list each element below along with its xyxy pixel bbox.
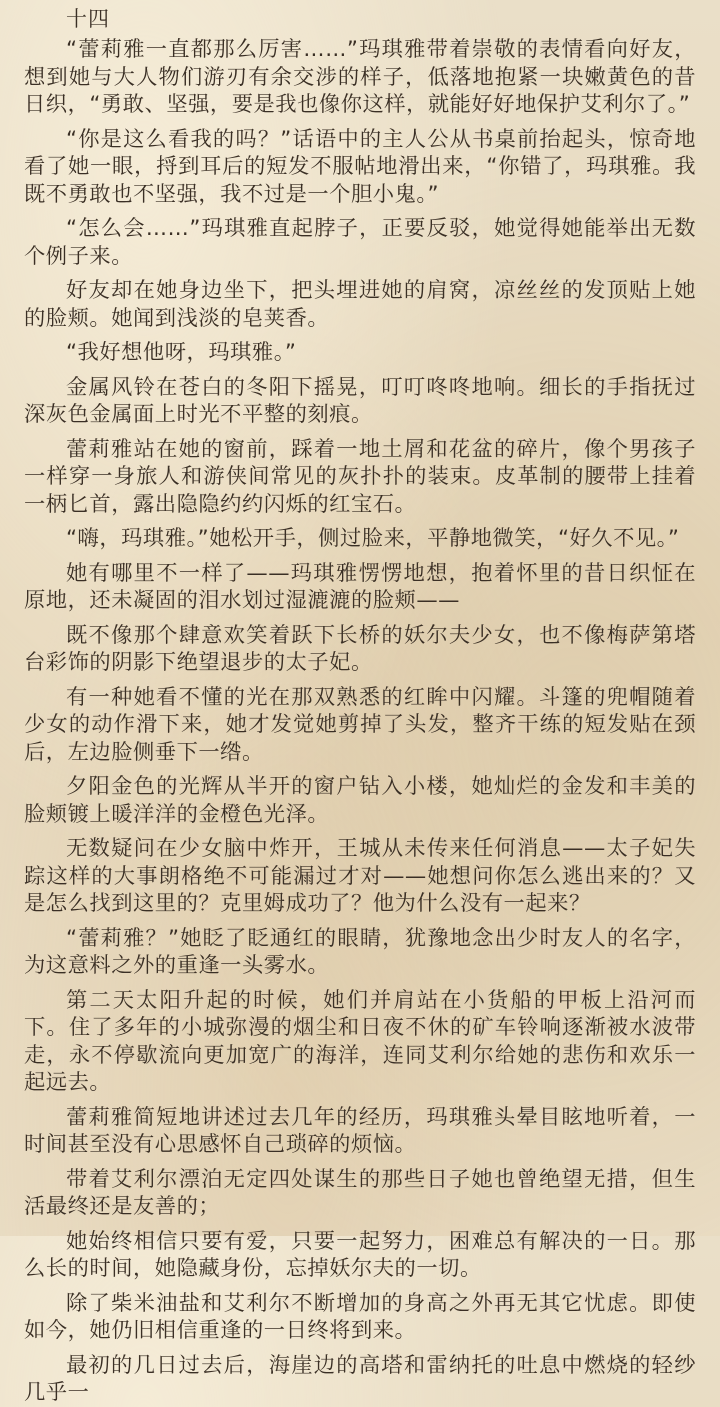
paragraph: 蕾莉雅简短地讲述过去几年的经历，玛琪雅头晕目眩地听着，一时间甚至没有心思感怀自己琐碎的烦恼。 [24, 1104, 696, 1157]
paragraph: 好友却在她身边坐下，把头埋进她的肩窝，凉丝丝的发顶贴上她的脸颊。她闻到浅淡的皂荚香。 [24, 278, 696, 331]
paragraph: 除了柴米油盐和艾利尔不断增加的身高之外再无其它忧虑。即使如今，她仍旧相信重逢的一日终将到来。 [24, 1290, 696, 1343]
chapter-title: 十四 [66, 7, 110, 31]
paragraph: 她有哪里不一样了——玛琪雅愣愣地想，抱着怀里的昔日织怔在原地，还未凝固的泪水划过湿漉漉的脸颊—— [24, 560, 696, 613]
paragraph: “蕾莉雅？”她眨了眨通红的眼睛，犹豫地念出少时友人的名字，为这意料之外的重逢一头雾水。 [24, 925, 696, 978]
paragraph: “嗨，玛琪雅。”她松开手，侧过脸来，平静地微笑，“好久不见。” [66, 526, 680, 551]
paragraph: 既不像那个肆意欢笑着跃下长桥的妖尔夫少女，也不像梅萨第塔台彩饰的阴影下绝望退步的太子妃。 [24, 622, 696, 675]
paragraph: 夕阳金色的光辉从半开的窗户钻入小楼，她灿烂的金发和丰美的脸颊镀上暖洋洋的金橙色光泽。 [24, 774, 696, 827]
paragraph: 带着艾利尔漂泊无定四处谋生的那些日子她也曾绝望无措，但生活最终还是友善的； [24, 1166, 696, 1219]
paragraph: 蕾莉雅站在她的窗前，踩着一地土屑和花盆的碎片，像个男孩子一样穿一身旅人和游侠间常见的灰扑扑的装束。皮革制的腰带上挂着一柄匕首，露出隐隐约约闪烁的红宝石。 [24, 436, 696, 517]
paragraph: “你是这么看我的吗？”话语中的主人公从书桌前抬起头，惊奇地看了她一眼，捋到耳后的短发不服帖地滑出来，“你错了，玛琪雅。我既不勇敢也不坚强，我不过是一个胆小鬼。” [24, 126, 696, 207]
paragraph: 她始终相信只要有爱，只要一起努力，困难总有解决的一日。那么长的时间，她隐藏身份，忘掉妖尔夫的一切。 [24, 1228, 696, 1281]
paragraph: 金属风铃在苍白的冬阳下摇晃，叮叮咚咚地响。细长的手指抚过深灰色金属面上时光不平整的刻痕。 [24, 374, 696, 427]
paragraph: 第二天太阳升起的时候，她们并肩站在小货船的甲板上沿河而下。住了多年的小城弥漫的烟尘和日夜不休的矿车铃响逐渐被水波带走，永不停歇流向更加宽广的海洋，连同艾利尔给她的悲伤和欢乐一起远去。 [24, 987, 696, 1095]
paragraph: “蕾莉雅一直都那么厉害……”玛琪雅带着崇敬的表情看向好友，想到她与大人物们游刃有余交涉的样子，低落地抱紧一块嫩黄色的昔日织，“勇敢、坚强，要是我也像你这样，就能好好地保护艾利尔了。” [24, 37, 696, 117]
paragraph: “我好想他呀，玛琪雅。” [66, 340, 297, 365]
paragraph: 有一种她看不懂的光在那双熟悉的红眸中闪耀。斗篷的兜帽随着少女的动作滑下来，她才发觉她剪掉了头发，整齐干练的短发贴在颈后，左边脸侧垂下一绺。 [24, 684, 696, 765]
paragraph: 最初的几日过去后，海崖边的高塔和雷纳托的吐息中燃烧的轻纱几乎一 [24, 1352, 696, 1405]
paragraph: 无数疑问在少女脑中炸开，王城从未传来任何消息——太子妃失踪这样的大事朗格绝不可能漏过才对——她想问你怎么逃出来的？又是怎么找到这里的？克里姆成功了？他为什么没有一起来？ [24, 836, 696, 916]
paragraph: “怎么会……”玛琪雅直起脖子，正要反驳，她觉得她能举出无数个例子来。 [24, 216, 696, 269]
